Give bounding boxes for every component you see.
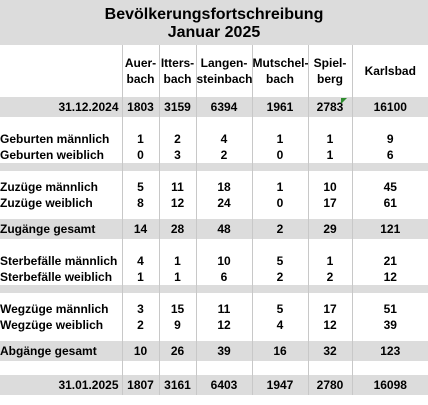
row-departures-total (0, 341, 428, 361)
row-births-male (0, 131, 428, 147)
cell-value[interactable]: 1961 (252, 97, 308, 117)
cell-value[interactable]: 12 (352, 269, 428, 285)
cell-value[interactable]: 17 (308, 195, 352, 211)
column-header-line: Spiel- (313, 56, 347, 70)
row-inmigration-female (0, 195, 428, 211)
cell-value[interactable]: 10 (308, 179, 352, 195)
cell-value[interactable]: 1 (308, 147, 352, 163)
cell-value[interactable]: 0 (252, 195, 308, 211)
spacer-row (0, 333, 428, 341)
column-header-line: Karlsbad (364, 64, 416, 78)
column-header-spielberg[interactable] (308, 45, 352, 97)
cell-value[interactable]: 28 (159, 219, 196, 239)
cell-value[interactable]: 5 (252, 253, 308, 269)
cell-value[interactable]: 3159 (159, 97, 196, 117)
population-table (0, 45, 428, 395)
row-deaths-male (0, 253, 428, 269)
cell-value[interactable]: 14 (122, 219, 159, 239)
column-header-line: bach (163, 72, 192, 86)
row-label[interactable]: Zugänge gesamt (0, 219, 122, 239)
cell-value[interactable]: 12 (308, 317, 352, 333)
cell-value[interactable]: 2 (196, 147, 252, 163)
cell-value[interactable]: 6394 (196, 97, 252, 117)
cell-value[interactable]: 1 (122, 131, 159, 147)
cell-value[interactable]: 16098 (352, 375, 428, 395)
row-start-balance (0, 97, 428, 117)
column-header-line: bach (126, 72, 155, 86)
cell-value[interactable]: 3 (122, 301, 159, 317)
column-header-line: steinbach (196, 72, 253, 86)
spacer-row (0, 361, 428, 375)
cell-value[interactable]: 5 (252, 301, 308, 317)
cell-value[interactable]: 2 (122, 317, 159, 333)
column-header-langensteinbach[interactable] (196, 45, 252, 97)
column-header-line: Auer- (124, 56, 157, 70)
row-label[interactable]: Geburten männlich (0, 132, 110, 146)
cell-value[interactable]: 10 (196, 253, 252, 269)
spacer-row (0, 285, 428, 293)
cell-value[interactable]: 51 (352, 301, 428, 317)
spacer-row (0, 293, 428, 301)
cell-value[interactable]: 0 (252, 147, 308, 163)
cell-value[interactable]: 15 (159, 301, 196, 317)
cell-value[interactable]: 1 (122, 269, 159, 285)
cell-value[interactable]: 1807 (122, 375, 159, 395)
row-inmigration-male (0, 179, 428, 195)
spacer-row (0, 239, 428, 253)
cell-value[interactable]: 123 (352, 341, 428, 361)
cell-value[interactable]: 1 (159, 253, 196, 269)
cell-value[interactable]: 39 (196, 341, 252, 361)
row-label[interactable]: Wegzüge männlich (0, 302, 109, 316)
cell-value[interactable]: 2 (252, 219, 308, 239)
column-header-line: berg (316, 72, 343, 86)
cell-value[interactable]: 11 (196, 301, 252, 317)
cell-value[interactable]: 26 (159, 341, 196, 361)
cell-value[interactable]: 17 (308, 301, 352, 317)
cell-value[interactable]: 16100 (352, 97, 428, 117)
cell-value[interactable]: 32 (308, 341, 352, 361)
row-label[interactable]: Sterbefälle männlich (0, 254, 118, 268)
cell-value[interactable]: 12 (159, 195, 196, 211)
cell-value[interactable]: 6 (352, 147, 428, 163)
cell-value[interactable]: 48 (196, 219, 252, 239)
cell-value[interactable]: 1 (308, 253, 352, 269)
row-additions-total (0, 219, 428, 239)
cell-value[interactable]: 1 (252, 131, 308, 147)
cell-value[interactable]: 3 (159, 147, 196, 163)
column-header-mutschelbach[interactable] (252, 45, 308, 97)
cell-value[interactable]: 24 (196, 195, 252, 211)
cell-value[interactable]: 29 (308, 219, 352, 239)
cell-value[interactable]: 11 (159, 179, 196, 195)
cell-value[interactable]: 1 (159, 269, 196, 285)
cell-value[interactable]: 2780 (308, 375, 352, 395)
row-label[interactable]: 31.01.2025 (0, 375, 122, 395)
row-deaths-female (0, 269, 428, 285)
cell-value[interactable]: 6403 (196, 375, 252, 395)
cell-value[interactable]: 6 (196, 269, 252, 285)
spacer-row (0, 163, 428, 171)
comment-indicator-icon[interactable] (341, 98, 347, 104)
column-header-line: Itters- (160, 56, 195, 70)
cell-value[interactable]: 4 (252, 317, 308, 333)
cell-value[interactable]: 3161 (159, 375, 196, 395)
row-label[interactable]: Zuzüge weiblich (0, 196, 93, 210)
header-empty-cell (0, 45, 122, 97)
cell-value[interactable]: 4 (196, 131, 252, 147)
cell-value[interactable]: 61 (352, 195, 428, 211)
title-block (0, 0, 428, 45)
cell-value[interactable]: 9 (159, 317, 196, 333)
spacer-row (0, 117, 428, 131)
header-row (0, 45, 428, 97)
spacer-row (0, 171, 428, 179)
cell-value[interactable]: 2783 (308, 97, 352, 117)
cell-value[interactable]: 4 (122, 253, 159, 269)
spacer-row (0, 211, 428, 219)
row-label[interactable]: 31.12.2024 (0, 97, 122, 117)
cell-value[interactable]: 39 (352, 317, 428, 333)
cell-value[interactable]: 8 (122, 195, 159, 211)
column-header-auerbach[interactable] (122, 45, 159, 97)
title-line-1: Bevölkerungsfortschreibung (104, 6, 324, 23)
row-outmigration-female (0, 317, 428, 333)
column-header-ittersbach[interactable] (159, 45, 196, 97)
cell-value[interactable]: 0 (122, 147, 159, 163)
cell-value[interactable]: 1803 (122, 97, 159, 117)
cell-value[interactable]: 2 (308, 269, 352, 285)
row-outmigration-male (0, 301, 428, 317)
cell-value[interactable]: 2 (252, 269, 308, 285)
row-label[interactable]: Wegzüge weiblich (0, 318, 104, 332)
column-header-line: Mutschel- (252, 56, 309, 70)
row-label[interactable]: Abgänge gesamt (0, 341, 122, 361)
cell-value[interactable]: 1 (252, 179, 308, 195)
title-line-2: Januar 2025 (167, 24, 261, 41)
cell-value[interactable]: 10 (122, 341, 159, 361)
cell-value[interactable]: 9 (352, 131, 428, 147)
cell-value[interactable]: 1947 (252, 375, 308, 395)
cell-value[interactable]: 12 (196, 317, 252, 333)
row-label[interactable]: Geburten weiblich (0, 148, 105, 162)
column-header-karlsbad[interactable] (352, 45, 428, 97)
cell-value[interactable]: 121 (352, 219, 428, 239)
row-births-female (0, 147, 428, 163)
cell-value[interactable]: 21 (352, 253, 428, 269)
row-label[interactable]: Zuzüge männlich (0, 180, 99, 194)
cell-value[interactable]: 16 (252, 341, 308, 361)
cell-value[interactable]: 1 (308, 131, 352, 147)
cell-value[interactable]: 45 (352, 179, 428, 195)
cell-value[interactable]: 2 (159, 131, 196, 147)
column-header-line: bach (265, 72, 294, 86)
cell-value[interactable]: 5 (122, 179, 159, 195)
cell-value[interactable]: 18 (196, 179, 252, 195)
column-header-line: Langen- (200, 56, 248, 70)
row-label[interactable]: Sterbefälle weiblich (0, 270, 113, 284)
row-end-balance (0, 375, 428, 395)
